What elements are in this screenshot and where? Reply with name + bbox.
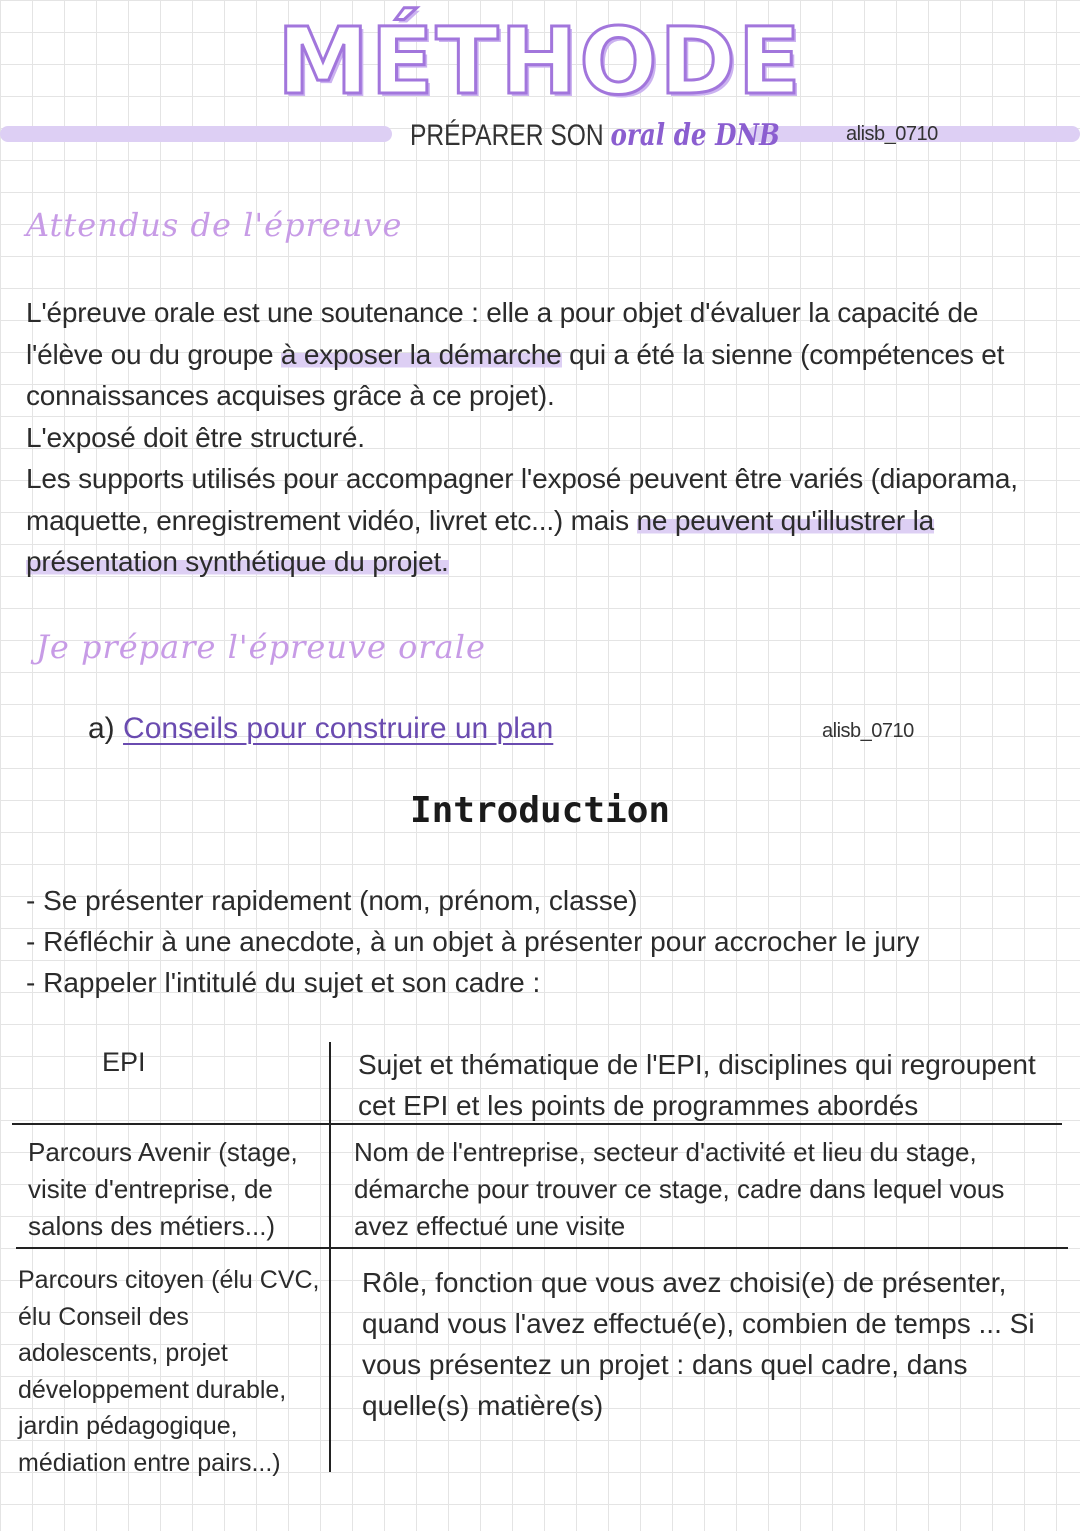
introduction-list — [26, 880, 919, 1003]
page-title: MÉTHODE — [277, 8, 803, 115]
table-cell-label: Parcours Avenir (stage, visite d'entreprise, de salons des métiers...) — [28, 1137, 298, 1241]
page-subtitle — [410, 118, 780, 153]
paragraph-1-end: qui a été la sienne (compétences et connaissances acquises grâce à ce projet). — [26, 338, 1005, 411]
paragraph-2: L'exposé doit être structuré. — [26, 421, 365, 453]
introduction-title: Introduction — [409, 790, 671, 831]
subheading-plan — [88, 712, 553, 746]
subtitle-prefix: PRÉPARER SON — [410, 119, 604, 152]
list-item: - Se présenter rapidement (nom, prénom, classe) — [26, 880, 919, 921]
paragraph-3 — [26, 458, 1056, 583]
table-row-divider — [16, 1247, 1068, 1249]
table-column-divider — [329, 1042, 331, 1472]
list-item: - Réfléchir à une anecdote, à un objet à présenter pour accrocher le jury — [26, 921, 919, 962]
table-cell-content: Sujet et thématique de l'EPI, disciplines qui regroupent cet EPI et les points de programmes abordés — [358, 1049, 1036, 1121]
highlight-expose: à exposer la démarche — [280, 338, 562, 370]
section-attendus-body — [26, 292, 1056, 583]
section-heading-attendus: Attendus de l'épreuve — [26, 206, 403, 244]
table-cell-label: Parcours citoyen (élu CVC, élu Conseil des adolescents, projet développement durable, jardin pédagogique, médiation entre pairs...) — [18, 1266, 320, 1477]
author-handle: alisb_0710 — [846, 123, 938, 145]
section-heading-prepare: Je prépare l'épreuve orale — [36, 628, 486, 666]
subheading-label: Conseils pour construire un plan — [123, 712, 554, 745]
table-cell-content: Rôle, fonction que vous avez choisi(e) de présenter, quand vous l'avez effectué(e), combien de temps ... Si vous présentez un projet : dans quel cadre, dans quelle(s) matière(s) — [362, 1267, 1035, 1421]
highlight-illustrer: ne peuvent qu'illustrer la présentation synthétique du projet. — [26, 504, 934, 577]
table-cell-label: EPI — [102, 1047, 146, 1077]
header-bar-left — [0, 126, 392, 142]
list-item: - Rappeler l'intitulé du sujet et son cadre : — [26, 962, 919, 1003]
table-cell-content: Nom de l'entreprise, secteur d'activité et lieu du stage, démarche pour trouver ce stage, cadre dans lequel vous avez effectué une visite — [354, 1137, 1005, 1241]
paragraph-3-start: Les supports utilisés pour accompagner l'exposé peuvent être variés (diaporama, maquette, enregistrement vidéo, livret etc...) mais — [26, 463, 1018, 536]
subheading-prefix: a) — [88, 712, 115, 745]
author-handle-2: alisb_0710 — [822, 720, 914, 742]
paragraph-1-start: L'épreuve orale est une soutenance : elle a pour objet d'évaluer la capacité de l'élève ou du groupe — [26, 297, 979, 370]
subtitle-accent: oral de DNB — [610, 118, 780, 153]
